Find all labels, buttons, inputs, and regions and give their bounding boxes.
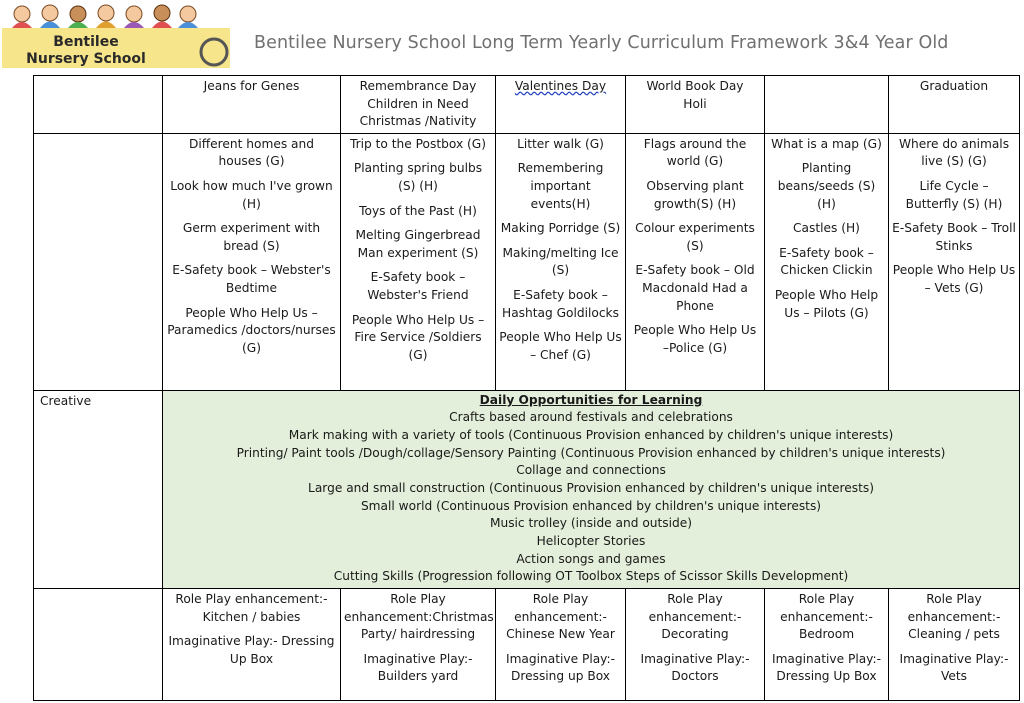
roleplay-row	[34, 589, 1020, 701]
theme-cell	[889, 76, 1020, 134]
roleplay-cell	[163, 589, 341, 701]
cell-text: People Who Help Us – Pilots (G)	[774, 287, 879, 320]
cell-text: Imaginative Play:- Builders yard	[363, 651, 473, 684]
cell-text: E-Safety book – Webster's Friend	[367, 270, 469, 302]
cell-text: E-Safety book – Hashtag Goldilocks	[502, 287, 619, 320]
cell-text: Remembrance Day	[359, 79, 477, 93]
roleplay-cell	[889, 589, 1020, 701]
cell-text: Castles (H)	[793, 221, 860, 236]
cell-text: Graduation	[919, 79, 989, 93]
cell-text: What is a map (G)	[771, 136, 882, 151]
cell-text: People Who Help Us –Police (G)	[633, 323, 757, 355]
cell-text: Making Porridge (S)	[500, 221, 621, 236]
curriculum-table	[33, 75, 1020, 701]
school-logo	[2, 2, 230, 68]
creative-row	[34, 390, 1020, 588]
theme-cell	[163, 76, 341, 134]
activity-cell	[765, 133, 889, 390]
cell-text: Holi	[683, 96, 707, 111]
creative-label: Creative	[34, 390, 163, 588]
cell-text: Look how much I've grown (H)	[170, 178, 333, 211]
creative-line: Cutting Skills (Progression following OT Toolbox Steps of Scissor Skills Development)	[333, 569, 849, 584]
creative-line: Music trolley (inside and outside)	[489, 516, 693, 531]
cell-text: Planting spring bulbs (S) (H)	[353, 161, 483, 193]
activity-cell	[626, 133, 765, 390]
cell-text: Role Play enhancement:Christmas Party/ hairdressing	[344, 592, 494, 642]
theme-cell	[626, 76, 765, 134]
creative-line: Large and small construction (Continuous Provision enhanced by children's unique interests)	[308, 481, 874, 496]
creative-heading: Daily Opportunities for Learning	[479, 392, 703, 407]
roleplay-cell	[341, 589, 496, 701]
cell-text: Imaginative Play:- Dressing Up Box	[168, 634, 335, 666]
cell-text: Role Play enhancement:- Bedroom	[780, 592, 873, 642]
cell-text: E-Safety book – Webster's Bedtime	[172, 263, 331, 295]
roleplay-cell	[496, 589, 626, 701]
cell-text: Trip to the Postbox (G)	[350, 136, 486, 151]
cell-text: People Who Help Us – Vets (G)	[892, 263, 1016, 295]
cell-text: Role Play enhancement:- Kitchen / babies	[175, 592, 328, 624]
cell-text: Christmas /Nativity	[359, 114, 477, 129]
activities-row	[34, 133, 1020, 390]
cell-text: Colour experiments (S)	[635, 221, 755, 253]
creative-line: Helicopter Stories	[536, 534, 646, 549]
theme-cell	[341, 76, 496, 134]
cell-text: Jeans for Genes	[203, 79, 300, 93]
theme-cell-empty	[765, 76, 889, 134]
cell-text: Toys of the Past (H)	[359, 203, 477, 218]
cell-text: Where do animals live (S) (G)	[898, 136, 1010, 169]
page-title: Bentilee Nursery School Long Term Yearly Curriculum Framework 3&4 Year Old	[254, 33, 949, 53]
logo-text-line2: Nursery School	[26, 51, 146, 67]
cell-text: Planting beans/seeds (S) (H)	[777, 161, 876, 211]
cell-text: Germ experiment with bread (S)	[182, 221, 321, 253]
cell-text: People Who Help Us – Fire Service /Soldiers (G)	[351, 312, 485, 362]
cell-text: Imaginative Play:- Doctors	[640, 651, 750, 684]
creative-line: Printing/ Paint tools /Dough/collage/Sensory Painting (Continuous Provision enhanced by children's unique interests)	[236, 445, 946, 460]
activity-cell	[496, 133, 626, 390]
cell-text: Imaginative Play:- Dressing up Box	[505, 651, 616, 684]
cell-text: E-Safety book – Chicken Clickin	[779, 245, 874, 278]
creative-line: Crafts based around festivals and celebrations	[449, 410, 733, 425]
creative-line: Small world (Continuous Provision enhanced by children's unique interests)	[360, 498, 822, 513]
logo-text-line1: Bentilee	[53, 34, 119, 50]
cell-text: People Who Help Us – Chef (G)	[499, 330, 622, 362]
row-label-cell	[34, 76, 163, 134]
activity-cell	[163, 133, 341, 390]
cell-text: Litter walk (G)	[517, 136, 604, 151]
cell-text: Imaginative Play:- Dressing Up Box	[771, 651, 882, 684]
cell-text: Role Play enhancement:- Decorating	[648, 592, 742, 642]
cell-text: Observing plant growth(S) (H)	[646, 178, 744, 211]
creative-opportunities-cell	[163, 390, 1020, 588]
row-label-cell	[34, 589, 163, 701]
cell-text: Role Play enhancement:- Cleaning / pets	[907, 592, 1001, 642]
creative-line: Collage and connections	[516, 463, 666, 478]
activity-cell	[341, 133, 496, 390]
cell-text: Different homes and houses (G)	[189, 136, 314, 169]
roleplay-cell	[765, 589, 889, 701]
row-label-cell	[34, 133, 163, 390]
cell-text: Remembering important events(H)	[517, 161, 604, 211]
theme-cell	[496, 76, 626, 134]
cell-text: World Book Day	[646, 79, 744, 93]
roleplay-cell	[626, 589, 765, 701]
cell-text: People Who Help Us – Paramedics /doctors/nurses (G)	[167, 305, 336, 355]
activity-cell	[889, 133, 1020, 390]
cell-text: E-Safety Book – Troll Stinks	[892, 221, 1016, 253]
creative-line: Action songs and games	[516, 551, 666, 566]
cell-text: Making/melting Ice (S)	[502, 245, 619, 278]
cell-text: Life Cycle – Butterfly (S) (H)	[905, 178, 1003, 211]
cell-text: Role Play enhancement:- Chinese New Year	[506, 592, 615, 642]
cell-text: Children in Need	[367, 96, 469, 111]
cell-text: Imaginative Play:- Vets	[899, 651, 1009, 684]
themes-row	[34, 76, 1020, 134]
cell-text: Valentines Day	[514, 79, 607, 93]
creative-line: Mark making with a variety of tools (Continuous Provision enhanced by children's unique interests)	[288, 428, 894, 443]
cell-text: Flags around the world (G)	[643, 136, 747, 169]
cell-text: E-Safety book – Old Macdonald Had a Phone	[635, 263, 755, 313]
cell-text: Melting Gingerbread Man experiment (S)	[355, 228, 481, 260]
